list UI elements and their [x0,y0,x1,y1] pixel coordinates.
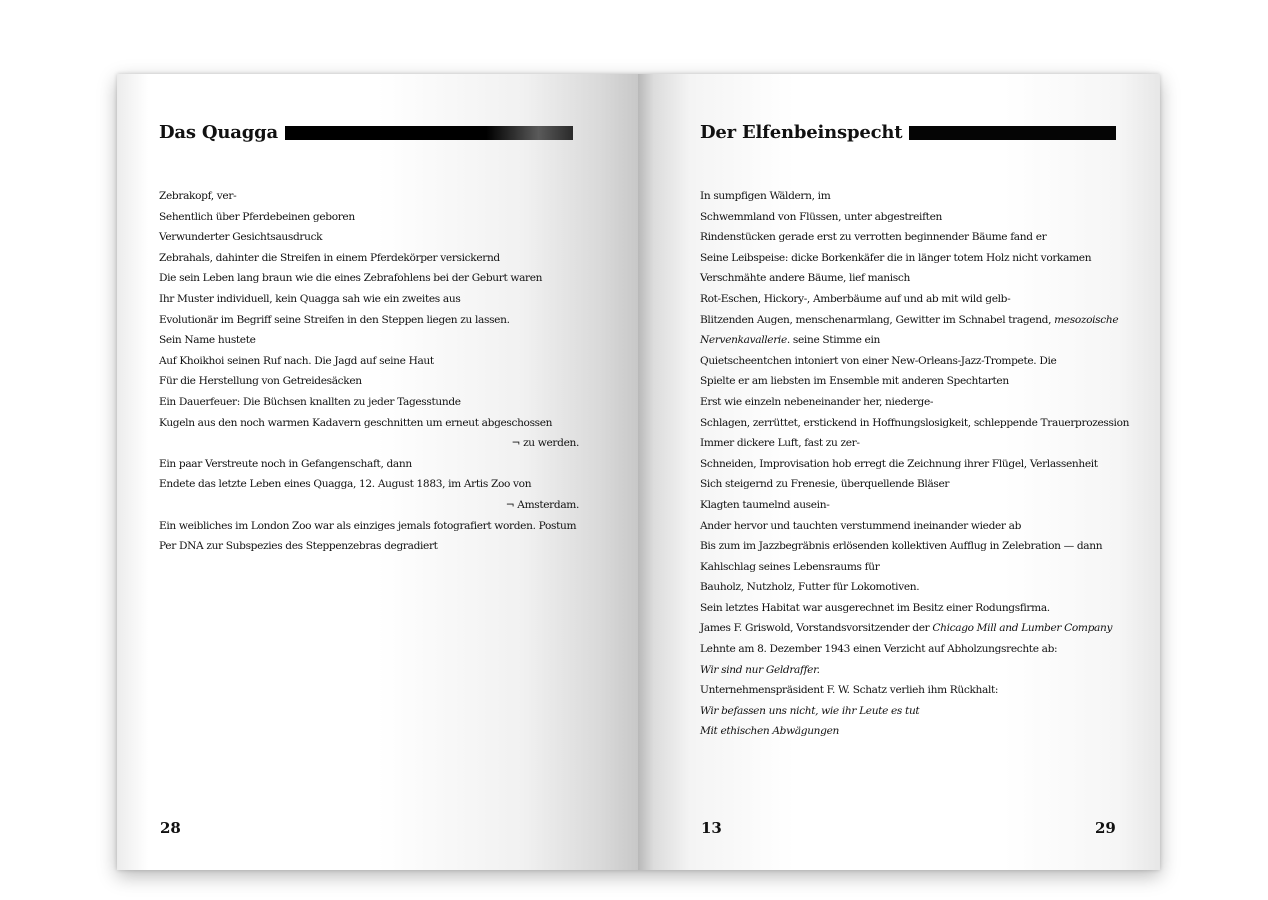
text-line [700,454,1120,475]
line-text: Seine Leibspeise: dicke Borkenkäfer die in länger totem Holz nicht vorkamen [700,251,1092,264]
text-line [159,248,579,269]
line-text: Sein letztes Habitat war ausgerechnet im Besitz einer Rodungsfirma. [700,601,1050,614]
text-line [700,433,1120,454]
line-text: Die sein Leben lang braun wie die eines Zebrafohlens bei der Geburt waren [159,272,543,285]
text-line [700,639,1120,660]
right-page-title: Der Elfenbeinspecht [700,121,903,143]
right-title-row [700,118,1116,146]
italic-text: Chicago Mill and Lumber Company [932,622,1113,635]
text-line [159,495,579,516]
line-text: Per DNA zur Subspezies des Steppenzebras degradiert [159,540,438,553]
line-text: Sehentlich über Pferdebeinen geboren [159,210,355,223]
line-text: Zebrahals, dahinter die Streifen in einem Pferdekörper versickernd [159,251,500,264]
italic-text: Mit ethischen Abwägungen [700,725,839,738]
left-page-number: 28 [160,819,181,837]
text-line [700,680,1120,701]
text-line [700,413,1130,434]
line-text: ¬ Amsterdam. [505,498,579,511]
text-line [159,207,579,228]
text-line [159,392,579,413]
line-text: Lehnte am 8. Dezember 1943 einen Verzicht auf Abholzungsrechte ab: [700,643,1058,656]
line-text: Rot-Eschen, Hickory-, Amberbäume auf und ab mit wild gelb- [700,292,1011,305]
right-poem-text [700,186,1130,742]
line-text: Ein paar Verstreute noch in Gefangenschaft, dann [159,457,412,470]
line-text: Erst wie einzeln nebeneinander her, niederge- [700,395,934,408]
line-text: Sich steigernd zu Frenesie, überquellende Bläser [700,478,950,491]
line-text: Ander hervor und tauchten verstummend ineinander wieder ab [700,519,1022,532]
text-line [700,536,1120,557]
text-line [700,557,1120,578]
line-text: Blitzenden Augen, menschenarmlang, Gewitter im Schnabel tragend, [700,313,1055,326]
text-line [700,207,1120,228]
line-text: Evolutionär im Begriff seine Streifen in den Steppen liegen zu lassen. [159,313,510,326]
text-line [700,577,1120,598]
text-line [700,268,1120,289]
text-line [159,433,579,454]
right-page-number: 29 [1095,819,1116,837]
line-tail: . seine Stimme ein [786,334,880,347]
text-line [700,289,1120,310]
text-line [700,310,1120,331]
text-line [700,660,1120,681]
line-text: Ein weibliches im London Zoo war als einziges jemals fotografiert worden. Postum [159,519,577,532]
text-line [159,186,579,207]
line-text: Spielte er am liebsten im Ensemble mit anderen Spechtarten [700,375,1009,388]
text-line [700,618,1120,639]
line-text: Unternehmenspräsident F. W. Schatz verlieh ihm Rückhalt: [700,684,999,697]
text-line [159,474,579,495]
open-book [117,74,1160,870]
line-text: ¬ zu werden. [511,437,579,450]
text-line [700,495,1120,516]
text-line [159,413,579,434]
left-title-row [159,118,573,146]
text-line [700,516,1120,537]
italic-text: Wir befassen uns nicht, wie ihr Leute es tut [700,704,920,717]
left-page-title: Das Quagga [159,121,278,143]
text-line [159,371,579,392]
line-text: Bauholz, Nutzholz, Futter für Lokomotiven. [700,581,920,594]
right-page [638,74,1160,870]
line-text: Endete das letzte Leben eines Quagga, 12. August 1883, im Artis Zoo von [159,478,532,491]
line-text: Immer dickere Luft, fast zu zer- [700,437,860,450]
line-text: Verwunderter Gesichtsausdruck [159,231,323,244]
line-text: Schlagen, zerrüttet, erstickend in Hoffnungslosigkeit, schleppende Trauerprozession [700,416,1130,429]
text-line [159,536,579,557]
left-page [117,74,638,870]
text-line [159,310,579,331]
line-text: In sumpfigen Wäldern, im [700,190,831,202]
line-text: Sein Name hustete [159,334,256,347]
text-line [700,371,1120,392]
line-text: Schwemmland von Flüssen, unter abgestreiften [700,210,942,223]
left-poem-text [159,186,579,557]
text-line [700,474,1120,495]
text-line [700,598,1120,619]
italic-text: Nervenkavallerie [700,334,787,347]
line-text: Klagten taumelnd ausein- [700,498,830,511]
line-text: Kugeln aus den noch warmen Kadavern geschnitten um erneut abgeschossen [159,416,553,429]
text-line [700,392,1120,413]
text-line [159,289,579,310]
line-text: Bis zum im Jazzbegräbnis erlösenden kollektiven Aufflug in Zelebration — dann [700,540,1103,553]
text-line [159,454,579,475]
text-line [700,227,1120,248]
left-title-bar [285,126,573,140]
line-text: Auf Khoikhoi seinen Ruf nach. Die Jagd auf seine Haut [159,354,434,367]
text-line [700,351,1120,372]
text-line [159,268,579,289]
text-line [159,330,579,351]
text-line [159,516,579,537]
line-text: Kahlschlag seines Lebensraums für [700,560,880,573]
italic-text: mesozoische [1054,313,1119,326]
line-text: Verschmähte andere Bäume, lief manisch [700,272,910,285]
line-text: Für die Herstellung von Getreidesäcken [159,375,362,388]
line-text: Ihr Muster individuell, kein Quagga sah wie ein zweites aus [159,292,461,305]
text-line [700,701,1120,722]
line-text: Schneiden, Improvisation hob erregt die Zeichnung ihrer Flügel, Verlassenheit [700,457,1098,470]
right-title-bar [909,126,1116,140]
text-line [700,330,1120,351]
line-text: Zebrakopf, ver- [159,190,237,202]
text-line [159,351,579,372]
text-line [159,227,579,248]
text-line [700,248,1120,269]
line-text: James F. Griswold, Vorstandsvorsitzender der [700,622,933,635]
italic-text: Wir sind nur Geldraffer. [700,663,820,676]
text-line [700,721,1120,742]
line-text: Rindenstücken gerade erst zu verrotten beginnender Bäume fand er [700,231,1047,244]
line-text: Quietscheentchen intoniert von einer New-Orleans-Jazz-Trompete. Die [700,354,1057,367]
text-line [700,186,1120,207]
line-text: Ein Dauerfeuer: Die Büchsen knallten zu jeder Tagesstunde [159,395,461,408]
right-page-inner-number: 13 [701,819,722,837]
